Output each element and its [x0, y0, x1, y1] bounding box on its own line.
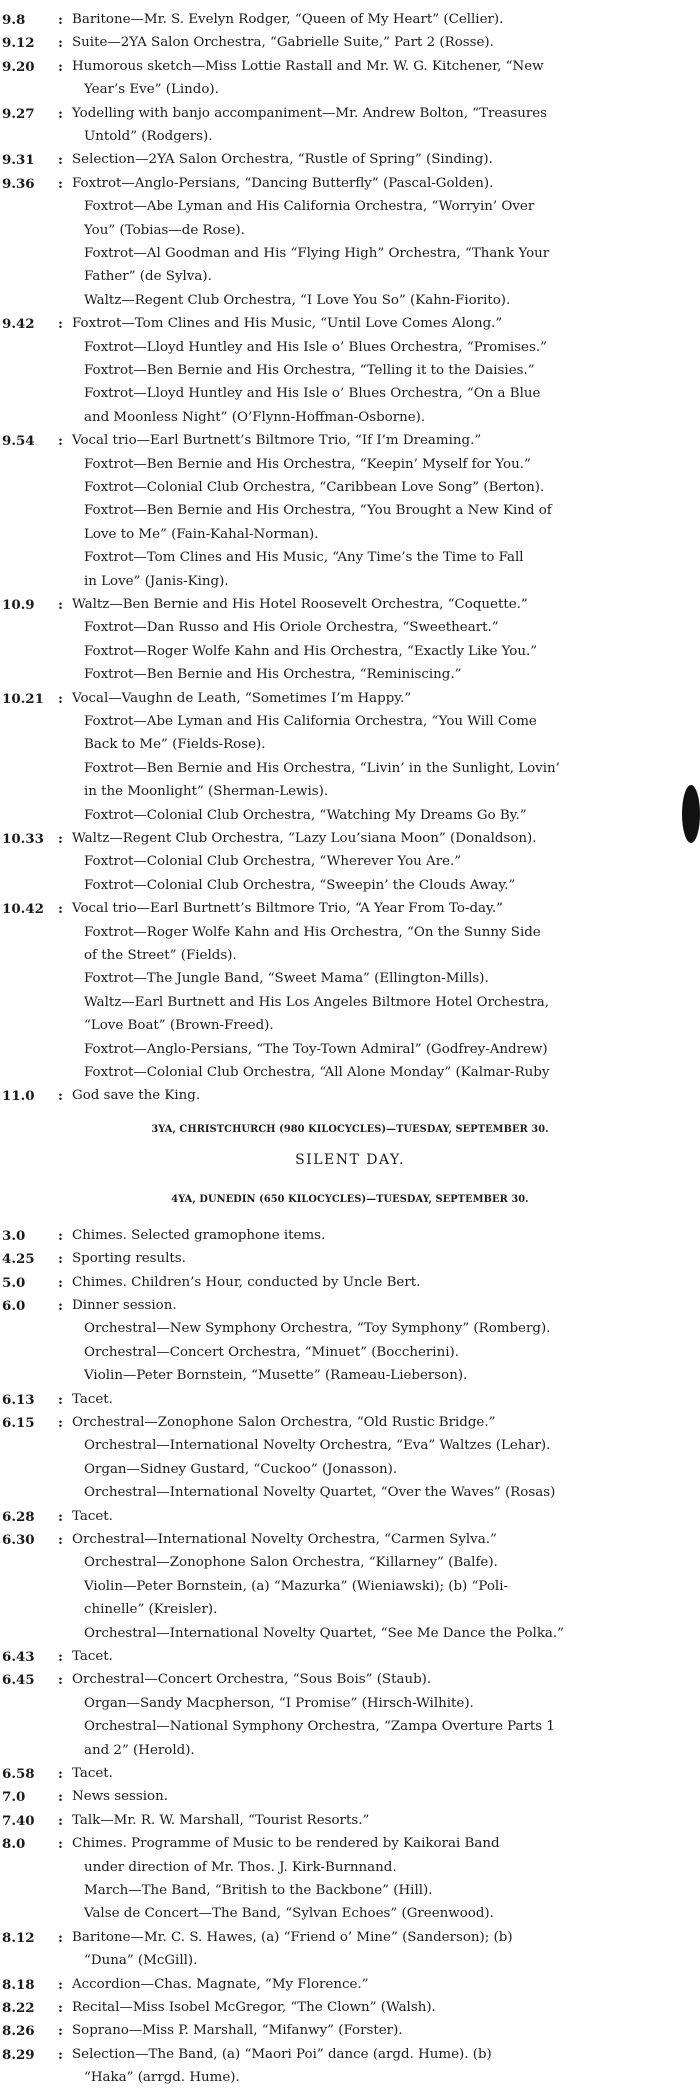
programme-continuation-text: Violin—Peter Bornstein, “Musette” (Rameau-Lieberson).	[84, 1368, 468, 1384]
time-label: 9.31	[2, 152, 35, 169]
programme-continuation-text: Orchestral—National Symphony Orchestra, “Zampa Overture Parts 1	[84, 1719, 555, 1735]
programme-continuation-text: “Haka” (arrgd. Hume).	[84, 2070, 240, 2086]
programme-item-text: Humorous sketch—Miss Lottie Rastall and Mr. W. G. Kitchener, “New	[72, 58, 544, 74]
programme-continuation-text: Foxtrot—Roger Wolfe Kahn and His Orchestra, “Exactly Like You.”	[84, 643, 538, 659]
programme-line	[0, 455, 700, 475]
programme-line	[0, 80, 700, 100]
time-separator: :	[58, 1672, 63, 1689]
programme-line	[0, 1530, 700, 1550]
programme-continuation-text: Waltz—Earl Burtnett and His Los Angeles Biltmore Hotel Orchestra,	[84, 994, 549, 1010]
programme-line	[0, 1436, 700, 1456]
programme-line	[0, 1600, 700, 1620]
programme-continuation-text: in Love” (Janis-King).	[84, 573, 229, 589]
programme-line	[0, 1787, 700, 1807]
programme-continuation-text: Foxtrot—Abe Lyman and His California Orchestra, “Worryin’ Over	[84, 199, 535, 215]
programme-item-text: Baritone—Mr. S. Evelyn Rodger, “Queen of My Heart” (Cellier).	[72, 12, 504, 27]
programme-item-text: God save the King.	[72, 1088, 201, 1104]
programme-line	[0, 689, 700, 709]
programme-continuation-text: Foxtrot—Tom Clines and His Music, “Any Time’s the Time to Fall	[84, 550, 524, 566]
programme-continuation-text: Back to Me” (Fields-Rose).	[84, 737, 266, 753]
programme-line	[0, 735, 700, 755]
programme-item-text: Accordion—Chas. Magnate, “My Florence.”	[72, 1976, 369, 1992]
time-separator: :	[58, 1836, 63, 1853]
programme-line	[0, 314, 700, 334]
programme-continuation-text: and 2” (Herold).	[84, 1742, 195, 1758]
programme-line	[0, 548, 700, 568]
programme-item-text: Orchestral—Concert Orchestra, “Sous Bois” (Staub).	[72, 1672, 432, 1688]
time-separator: :	[58, 1251, 63, 1268]
programme-line	[0, 244, 700, 264]
programme-line	[0, 338, 700, 358]
programme-item-text: Soprano—Miss P. Marshall, “Mifanwy” (Forster).	[72, 2023, 403, 2039]
programme-line	[0, 2021, 700, 2041]
programme-line	[0, 1063, 700, 1083]
time-label: 8.29	[2, 2046, 35, 2063]
programme-line	[0, 712, 700, 732]
programme-continuation-text: March—The Band, “British to the Backbone” (Hill).	[84, 1883, 433, 1898]
programme-line	[0, 1951, 700, 1971]
programme-item-text: Orchestral—Zonophone Salon Orchestra, “Old Rustic Bridge.”	[72, 1415, 496, 1430]
programme-continuation-text: Foxtrot—Colonial Club Orchestra, “Caribbean Love Song” (Berton).	[84, 480, 545, 495]
programme-line	[0, 1343, 700, 1363]
programme-line	[0, 408, 700, 428]
time-label: 9.12	[2, 35, 35, 52]
programme-item-text: Tacet.	[72, 1649, 113, 1664]
silent-day-notice: SILENT DAY.	[295, 1151, 405, 1168]
time-separator: :	[58, 1508, 63, 1525]
time-separator: :	[58, 901, 63, 918]
programme-line	[0, 1928, 700, 1948]
programme-line	[0, 525, 700, 545]
programme-item-text: Selection—2YA Salon Orchestra, “Rustle of Spring” (Sinding).	[72, 152, 493, 168]
programme-item-text: Foxtrot—Tom Clines and His Music, “Until Love Comes Along.”	[72, 316, 503, 332]
programme-line	[0, 174, 700, 194]
time-separator: :	[58, 2046, 63, 2063]
programme-continuation-text: Year’s Eve” (Lindo).	[84, 82, 219, 98]
time-separator: :	[58, 831, 63, 847]
programme-continuation-text: Organ—Sandy Macpherson, “I Promise” (Hirsch-Wilhite).	[84, 1695, 474, 1711]
programme-line	[0, 1413, 700, 1433]
programme-line	[0, 127, 700, 147]
time-separator: :	[58, 316, 63, 333]
programme-line	[0, 1553, 700, 1573]
programme-line	[0, 806, 700, 826]
programme-line	[0, 361, 700, 381]
programme-item-text: Waltz—Regent Club Orchestra, “Lazy Lou’siana Moon” (Donaldson).	[72, 831, 537, 846]
programme-continuation-text: Foxtrot—Ben Bernie and His Orchestra, “Livin’ in the Sunlight, Lovin’	[84, 760, 560, 776]
programme-line	[0, 782, 700, 802]
programme-line	[0, 923, 700, 943]
programme-line	[0, 1226, 700, 1246]
programme-item-text: Selection—The Band, (a) “Maori Poi” dance (argd. Hume). (b)	[72, 2046, 492, 2062]
time-separator: :	[58, 2023, 63, 2040]
programme-continuation-text: Foxtrot—Colonial Club Orchestra, “All Alone Monday” (Kalmar-Ruby	[84, 1065, 550, 1080]
programme-line	[0, 969, 700, 989]
time-label: 8.12	[2, 1929, 35, 1946]
programme-continuation-text: Orchestral—International Novelty Quartet, “Over the Waves” (Rosas)	[84, 1485, 556, 1501]
programme-item-text: Foxtrot—Anglo-Persians, “Dancing Butterfly” (Pascal-Golden).	[72, 175, 494, 191]
time-label: 6.0	[2, 1298, 26, 1314]
time-label: 9.27	[2, 105, 35, 122]
programme-continuation-text: in the Moonlight” (Sherman-Lewis).	[84, 784, 329, 800]
programme-continuation-text: Orchestral—Zonophone Salon Orchestra, “Killarney” (Balfe).	[84, 1555, 498, 1571]
programme-line	[0, 150, 700, 170]
programme-item-text: Suite—2YA Salon Orchestra, “Gabrielle Suite,” Part 2 (Rosse).	[72, 35, 494, 51]
time-label: 4.25	[2, 1251, 35, 1268]
programme-continuation-text: Orchestral—International Novelty Quartet, “See Me Dance the Polka.”	[84, 1625, 565, 1641]
programme-continuation-text: Untold” (Rodgers).	[84, 129, 213, 144]
time-separator: :	[58, 1298, 63, 1314]
programme-line	[0, 946, 700, 966]
programme-item-text: Sporting results.	[72, 1251, 186, 1267]
programme-continuation-text: “Love Boat” (Brown-Freed).	[84, 1018, 274, 1034]
time-separator: :	[58, 1227, 63, 1244]
programme-continuation-text: Foxtrot—Lloyd Huntley and His Isle o’ Blues Orchestra, “On a Blue	[84, 386, 541, 402]
programme-line	[0, 1694, 700, 1714]
programme-item-text: News session.	[72, 1789, 168, 1805]
programme-line	[0, 2068, 700, 2088]
time-separator: :	[58, 105, 63, 122]
time-label: 3.0	[2, 1227, 26, 1244]
programme-line	[0, 221, 700, 241]
programme-line	[0, 1741, 700, 1761]
programme-continuation-text: Foxtrot—Ben Bernie and His Orchestra, “Telling it to the Daisies.”	[84, 363, 535, 378]
programme-item-text: Dinner session.	[72, 1298, 177, 1313]
time-label: 7.0	[2, 1789, 26, 1806]
programme-continuation-text: Foxtrot—Ben Bernie and His Orchestra, “Reminiscing.”	[84, 667, 462, 683]
time-label: 9.42	[2, 316, 35, 333]
programme-line	[0, 291, 700, 311]
programme-line	[0, 1811, 700, 1831]
programme-line	[0, 431, 700, 451]
programme-line	[0, 829, 700, 849]
programme-item-text: Waltz—Ben Bernie and His Hotel Roosevelt Orchestra, “Coquette.”	[72, 597, 528, 612]
programme-continuation-text: under direction of Mr. Thos. J. Kirk-Burnnand.	[84, 1859, 397, 1875]
programme-line	[0, 595, 700, 615]
programme-line	[0, 1086, 700, 1106]
programme-line	[0, 267, 700, 287]
programme-continuation-text: Orchestral—New Symphony Orchestra, “Toy Symphony” (Romberg).	[84, 1321, 551, 1337]
programme-item-text: Vocal trio—Earl Burtnett’s Biltmore Trio, “A Year From To-day.”	[72, 901, 503, 917]
programme-line	[0, 1858, 700, 1878]
time-separator: :	[58, 690, 63, 707]
programme-continuation-text: chinelle” (Kreisler).	[84, 1602, 218, 1618]
programme-line	[0, 1319, 700, 1339]
time-label: 6.13	[2, 1391, 35, 1408]
time-separator: :	[58, 433, 63, 450]
programme-continuation-text: Foxtrot—Colonial Club Orchestra, “Watching My Dreams Go By.”	[84, 807, 527, 823]
programme-line	[0, 1249, 700, 1269]
programme-continuation-text: Father” (de Sylva).	[84, 269, 212, 285]
programme-line	[0, 1904, 700, 1924]
programme-line	[0, 1040, 700, 1060]
time-label: 6.43	[2, 1649, 35, 1665]
programme-line	[0, 384, 700, 404]
programme-continuation-text: Valse de Concert—The Band, “Sylvan Echoes” (Greenwood).	[84, 1906, 494, 1922]
time-separator: :	[58, 1532, 63, 1548]
time-separator: :	[58, 152, 63, 169]
programme-continuation-text: Organ—Sidney Gustard, “Cuckoo” (Jonasson).	[84, 1461, 398, 1477]
programme-continuation-text: of the Street” (Fields).	[84, 948, 237, 963]
programme-line	[0, 1764, 700, 1784]
time-separator: :	[58, 1274, 63, 1291]
programme-item-text: Chimes. Selected gramophone items.	[72, 1227, 326, 1243]
programme-line	[0, 642, 700, 662]
programme-line	[0, 1273, 700, 1293]
programme-line	[0, 1834, 700, 1854]
programme-continuation-text: Waltz—Regent Club Orchestra, “I Love You So” (Kahn-Fiorito).	[84, 292, 511, 308]
programme-line	[0, 104, 700, 124]
programme-continuation-text: Foxtrot—Lloyd Huntley and His Isle o’ Blues Orchestra, “Promises.”	[84, 339, 547, 355]
programme-line	[0, 1624, 700, 1644]
programme-line	[0, 1647, 700, 1667]
time-label: 11.0	[2, 1088, 35, 1105]
programme-continuation-text: Love to Me” (Fain-Kahal-Norman).	[84, 526, 319, 542]
programme-line	[0, 572, 700, 592]
time-separator: :	[58, 1415, 63, 1431]
time-separator: :	[58, 1812, 63, 1829]
programme-line	[0, 1998, 700, 2018]
time-separator: :	[58, 12, 63, 28]
programme-line	[0, 1460, 700, 1480]
programme-line	[0, 993, 700, 1013]
time-separator: :	[58, 1929, 63, 1946]
programme-line	[0, 852, 700, 872]
programme-line	[0, 1507, 700, 1527]
programme-line	[0, 876, 700, 896]
time-label: 10.33	[2, 831, 44, 847]
time-label: 9.36	[2, 175, 35, 192]
time-separator: :	[58, 1766, 63, 1782]
programme-line	[0, 501, 700, 521]
programme-item-text: Vocal—Vaughn de Leath, “Sometimes I’m Happy.”	[72, 690, 412, 706]
programme-continuation-text: Foxtrot—Dan Russo and His Oriole Orchestra, “Sweetheart.”	[84, 620, 499, 636]
programme-item-text: Talk—Mr. R. W. Marshall, “Tourist Resorts.”	[72, 1812, 370, 1828]
programme-line	[0, 57, 700, 77]
programme-line	[0, 1483, 700, 1503]
programme-line	[0, 1670, 700, 1690]
time-label: 8.26	[2, 2023, 35, 2040]
programme-line	[0, 759, 700, 779]
programme-line	[0, 197, 700, 217]
time-separator: :	[58, 1789, 63, 1806]
programme-item-text: Chimes. Programme of Music to be rendered by Kaikorai Band	[72, 1836, 500, 1852]
time-label: 6.58	[2, 1766, 35, 1782]
programme-line	[0, 665, 700, 685]
programme-item-text: Tacet.	[72, 1391, 113, 1407]
programme-continuation-text: Foxtrot—Abe Lyman and His California Orchestra, “You Will Come	[84, 714, 537, 729]
time-label: 9.20	[2, 58, 35, 75]
programme-continuation-text: and Moonless Night” (O’Flynn-Hoffman-Osborne).	[84, 409, 426, 425]
programme-line	[0, 10, 700, 30]
time-label: 8.18	[2, 1976, 35, 1993]
time-separator: :	[58, 2000, 63, 2016]
programme-line	[0, 478, 700, 498]
programme-line	[0, 33, 700, 53]
programme-line	[0, 1975, 700, 1995]
time-label: 7.40	[2, 1812, 35, 1829]
time-label: 8.0	[2, 1836, 26, 1853]
programme-line	[0, 1366, 700, 1386]
programme-item-text: Tacet.	[72, 1508, 113, 1524]
programme-line	[0, 1717, 700, 1737]
programme-item-text: Recital—Miss Isobel McGregor, “The Clown” (Walsh).	[72, 2000, 436, 2015]
programme-continuation-text: Foxtrot—Roger Wolfe Kahn and His Orchestra, “On the Sunny Side	[84, 924, 541, 940]
programme-continuation-text: Foxtrot—Al Goodman and His “Flying High” Orchestra, “Thank Your	[84, 246, 550, 261]
time-separator: :	[58, 1976, 63, 1993]
programme-item-text: Vocal trio—Earl Burtnett’s Biltmore Trio, “If I’m Dreaming.”	[72, 433, 482, 449]
time-label: 10.21	[2, 690, 44, 707]
programme-continuation-text: You” (Tobias—de Rose).	[84, 222, 245, 238]
programme-line	[0, 899, 700, 919]
programme-continuation-text: Foxtrot—Colonial Club Orchestra, “Sweepin’ the Clouds Away.”	[84, 877, 516, 893]
programme-item-text: Chimes. Children’s Hour, conducted by Uncle Bert.	[72, 1274, 421, 1290]
programme-line	[0, 1016, 700, 1036]
programme-continuation-text: Foxtrot—Ben Bernie and His Orchestra, “Keepin’ Myself for You.”	[84, 456, 531, 472]
programme-continuation-text: Orchestral—International Novelty Orchestra, “Eva” Waltzes (Lehar).	[84, 1438, 551, 1454]
programme-line	[0, 1881, 700, 1901]
programme-line	[0, 1577, 700, 1597]
time-label: 6.28	[2, 1508, 35, 1525]
station-heading: 4YA, DUNEDIN (650 KILOCYCLES)—TUESDAY, SEPTEMBER 30.	[171, 1193, 529, 1205]
time-label: 6.15	[2, 1415, 35, 1431]
programme-continuation-text: Foxtrot—The Jungle Band, “Sweet Mama” (Ellington-Mills).	[84, 971, 489, 987]
programme-line	[0, 1296, 700, 1316]
time-separator: :	[58, 175, 63, 192]
programme-item-text: Orchestral—International Novelty Orchestra, “Carmen Sylva.”	[72, 1532, 497, 1547]
programme-continuation-text: Foxtrot—Colonial Club Orchestra, “Wherever You Are.”	[84, 854, 462, 870]
time-separator: :	[58, 1088, 63, 1105]
programme-line	[0, 2045, 700, 2065]
time-label: 6.30	[2, 1532, 35, 1548]
programme-continuation-text: Orchestral—Concert Orchestra, “Minuet” (Boccherini).	[84, 1344, 459, 1360]
station-heading: 3YA, CHRISTCHURCH (980 KILOCYCLES)—TUESDAY, SEPTEMBER 30.	[151, 1123, 549, 1135]
time-separator: :	[58, 597, 63, 613]
time-label: 9.54	[2, 433, 35, 450]
time-separator: :	[58, 1391, 63, 1408]
programme-continuation-text: Foxtrot—Anglo-Persians, “The Toy-Town Admiral” (Godfrey-Andrew)	[84, 1041, 548, 1057]
time-label: 9.8	[2, 12, 26, 28]
time-label: 8.22	[2, 2000, 35, 2016]
programme-continuation-text: Foxtrot—Ben Bernie and His Orchestra, “You Brought a New Kind of	[84, 503, 552, 519]
time-label: 5.0	[2, 1274, 26, 1291]
time-label: 10.9	[2, 597, 35, 613]
time-label: 10.42	[2, 901, 44, 918]
time-separator: :	[58, 35, 63, 52]
programme-item-text: Tacet.	[72, 1766, 113, 1781]
programme-line	[0, 1390, 700, 1410]
programme-item-text: Yodelling with banjo accompaniment—Mr. Andrew Bolton, “Treasures	[72, 105, 548, 121]
time-separator: :	[58, 58, 63, 75]
programme-continuation-text: Violin—Peter Bornstein, (a) “Mazurka” (Wieniawski); (b) “Poli-	[84, 1578, 509, 1594]
programme-continuation-text: “Duna” (McGill).	[84, 1953, 198, 1969]
time-separator: :	[58, 1649, 63, 1665]
time-label: 6.45	[2, 1672, 35, 1689]
programme-line	[0, 618, 700, 638]
programme-item-text: Baritone—Mr. C. S. Hawes, (a) “Friend o’ Mine” (Sanderson); (b)	[72, 1929, 513, 1945]
